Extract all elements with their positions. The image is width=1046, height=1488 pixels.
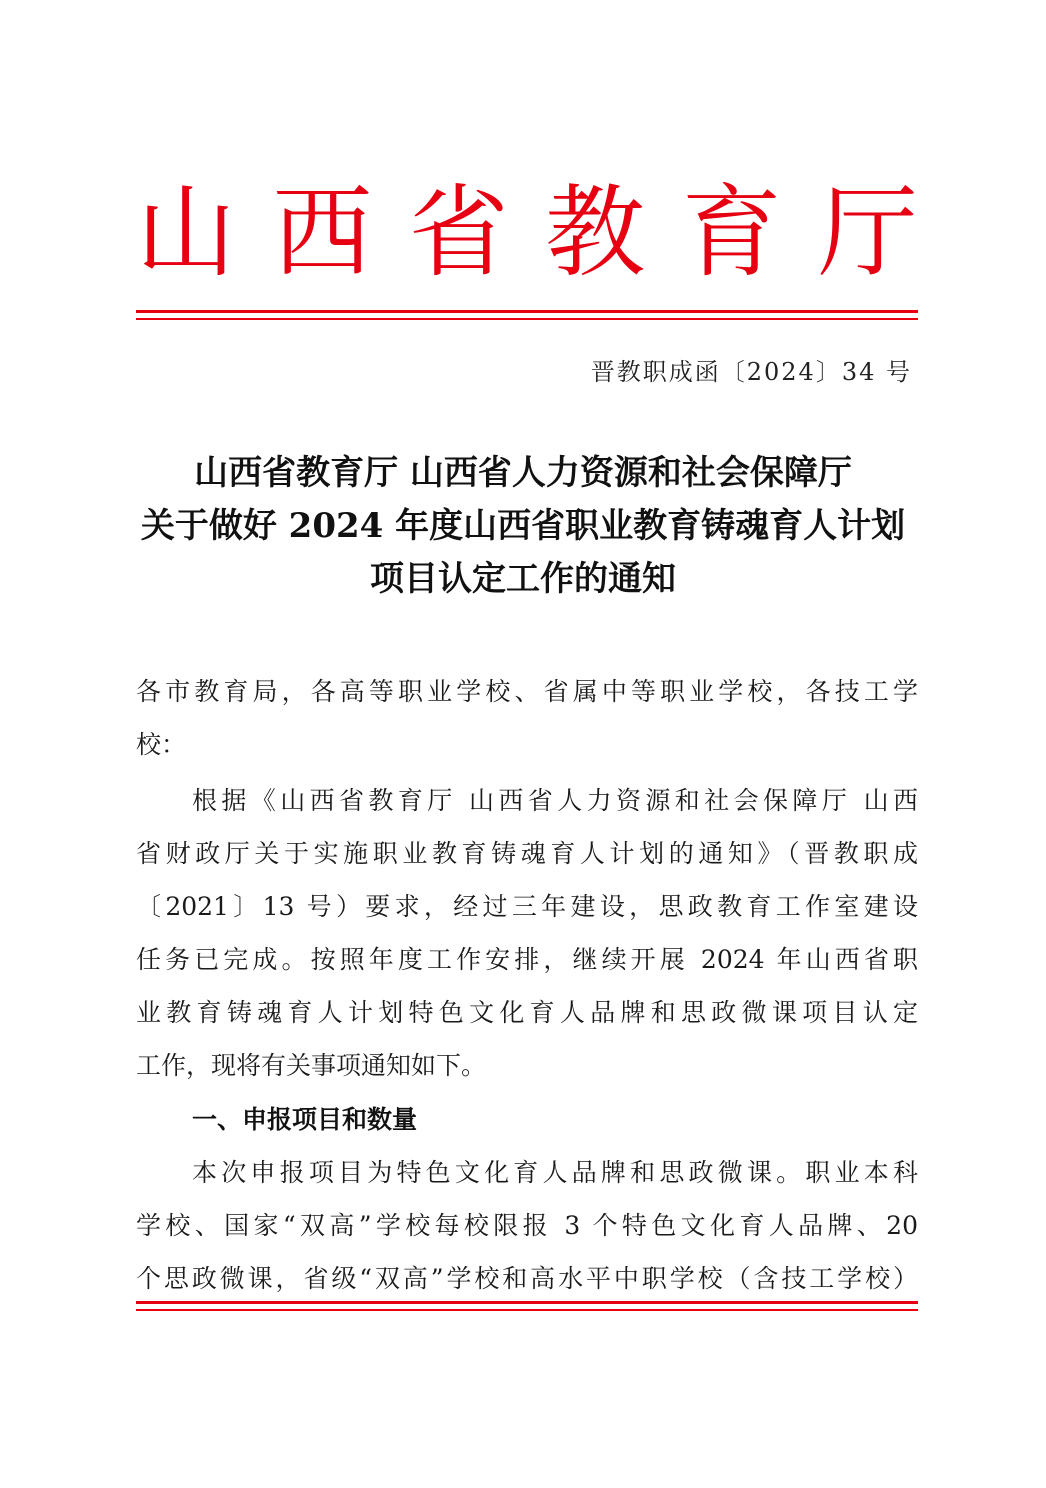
agency-header-char: 教 <box>545 174 646 291</box>
footer-divider-thick <box>136 1301 918 1304</box>
document-number: 晋教职成函〔2024〕34 号 <box>590 358 912 386</box>
agency-header-char: 山 <box>136 174 236 291</box>
agency-header-char: 厅 <box>817 174 918 291</box>
paragraph-projects <box>136 1146 918 1305</box>
paragraph-basis <box>136 774 918 1092</box>
addressee-line: 各市教育局，各高等职业学校、省属中等职业学校，各技工学 <box>136 677 918 706</box>
agency-header <box>136 174 918 291</box>
paragraph-line: 业教育铸魂育人计划特色文化育人品牌和思政微课项目认定 <box>136 998 918 1027</box>
section-heading: 一、申报项目和数量 <box>192 1105 418 1134</box>
document-title <box>120 447 926 606</box>
addressee-line: 校： <box>136 730 187 759</box>
agency-header-char: 西 <box>272 174 373 291</box>
paragraph-line: 工作，现将有关事项通知如下。 <box>136 1051 487 1080</box>
header-divider-thick <box>136 310 918 313</box>
paragraph-line: 根据《山西省教育厅 山西省人力资源和社会保障厅 山西 <box>192 786 918 815</box>
title-line: 关于做好 2024 年度山西省职业教育铸魂育人计划 <box>140 506 906 546</box>
title-line: 山西省教育厅 山西省人力资源和社会保障厅 <box>194 453 852 493</box>
header-divider-thin <box>136 318 918 320</box>
paragraph-line: 省财政厅关于实施职业教育铸魂育人计划的通知》（晋教职成 <box>136 839 918 868</box>
agency-header-char: 省 <box>408 174 509 291</box>
paragraph-line: 〔2021〕13 号）要求，经过三年建设，思政教育工作室建设 <box>136 892 918 921</box>
footer-divider-thin <box>136 1309 918 1311</box>
paragraph-line: 学校、国家“双高”学校每校限报 3 个特色文化育人品牌、20 <box>136 1211 918 1240</box>
paragraph-line: 任务已完成。按照年度工作安排，继续开展 2024 年山西省职 <box>136 945 918 974</box>
paragraph-line: 个思政微课，省级“双高”学校和高水平中职学校（含技工学校） <box>136 1264 918 1293</box>
title-line: 项目认定工作的通知 <box>370 559 676 599</box>
agency-header-char: 育 <box>681 174 782 291</box>
paragraph-line: 本次申报项目为特色文化育人品牌和思政微课。职业本科 <box>192 1158 918 1187</box>
addressee <box>136 665 918 771</box>
